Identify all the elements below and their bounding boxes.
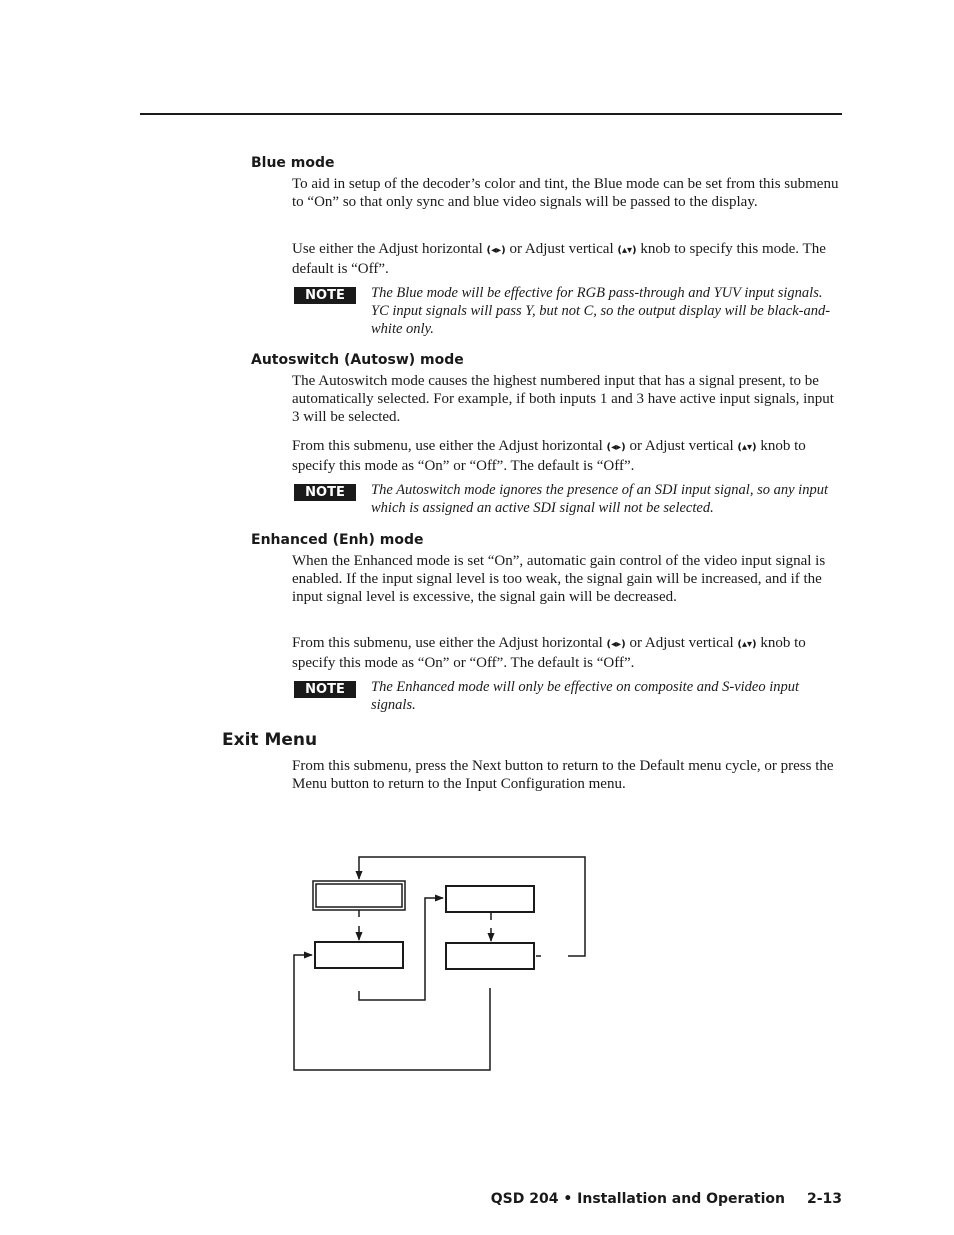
paragraph-text: knob to specify this mode as “On” or “Off”. The default is “Off”.	[292, 635, 806, 671]
blue-mode-heading: Blue mode	[251, 155, 335, 171]
page-footer	[491, 1191, 842, 1207]
flow-box-bottom-right	[446, 943, 534, 969]
paragraph-text: or Adjust vertical	[625, 438, 738, 454]
flow-arrow	[359, 898, 443, 1000]
adjust-vertical-icon: (▴▾)	[617, 245, 637, 256]
note-badge: NOTE	[294, 287, 356, 304]
exit-menu-heading: Exit Menu	[222, 730, 318, 750]
blue-mode-paragraph-1: To aid in setup of the decoder’s color and tint, the Blue mode can be set from this submenu to “On” so that only sync and blue video signals will be passed to the display.	[292, 176, 839, 210]
flow-box-top-left-outer	[313, 881, 405, 910]
enhanced-mode-note: The Enhanced mode will only be effective on composite and S-video input signals.	[371, 679, 800, 713]
menu-flow-diagram	[285, 848, 595, 1078]
flow-box-top-right	[446, 886, 534, 912]
paragraph-text: knob to specify this mode. The default is “Off”.	[292, 241, 826, 277]
paragraph-text: or Adjust vertical	[505, 241, 618, 257]
blue-mode-note: The Blue mode will be effective for RGB pass-through and YUV input signals. YC input signals will pass Y, but not C, so the output display will be black-and-white only.	[371, 285, 831, 337]
autoswitch-mode-note: The Autoswitch mode ignores the presence of an SDI input signal, so any input which is assigned an active SDI signal will not be selected.	[371, 482, 828, 516]
autoswitch-mode-paragraph-2	[292, 437, 842, 475]
note-badge: NOTE	[294, 484, 356, 501]
autoswitch-mode-heading: Autoswitch (Autosw) mode	[251, 352, 464, 368]
paragraph-text: or Adjust vertical	[625, 635, 738, 651]
adjust-vertical-icon: (▴▾)	[737, 639, 757, 650]
adjust-vertical-icon: (▴▾)	[737, 442, 757, 453]
flow-arrow	[294, 955, 490, 1070]
header-rule	[140, 113, 842, 115]
adjust-horizontal-icon: (◂▸)	[486, 245, 506, 256]
paragraph-text: From this submenu, use either the Adjust horizontal	[292, 635, 607, 651]
paragraph-text: knob to specify this mode as “On” or “Off”. The default is “Off”.	[292, 438, 806, 474]
page-number: 2-13	[806, 1191, 842, 1207]
adjust-horizontal-icon: (◂▸)	[606, 639, 626, 650]
adjust-horizontal-icon: (◂▸)	[606, 442, 626, 453]
note-badge: NOTE	[294, 681, 356, 698]
footer-title: QSD 204 • Installation and Operation	[490, 1191, 785, 1207]
exit-menu-paragraph: From this submenu, press the Next button to return to the Default menu cycle, or press the Menu button to return to the Input Configuration menu.	[292, 758, 834, 792]
enhanced-mode-paragraph-2	[292, 634, 842, 672]
flow-box-bottom-left	[315, 942, 403, 968]
blue-mode-paragraph-2	[292, 240, 842, 278]
enhanced-mode-paragraph-1: When the Enhanced mode is set “On”, automatic gain control of the video input signal is enabled. If the input signal level is too weak, the signal gain will be increased, and if the input signal level is excessive, the signal gain will be decreased.	[292, 553, 826, 605]
autoswitch-mode-paragraph-1: The Autoswitch mode causes the highest numbered input that has a signal present, to be automatically selected. For example, if both inputs 1 and 3 have active input signals, input 3 will be selected.	[292, 373, 834, 425]
flow-box-top-left-inner	[316, 884, 402, 907]
paragraph-text: Use either the Adjust horizontal	[292, 241, 487, 257]
paragraph-text: From this submenu, use either the Adjust horizontal	[292, 438, 607, 454]
enhanced-mode-heading: Enhanced (Enh) mode	[251, 532, 424, 548]
